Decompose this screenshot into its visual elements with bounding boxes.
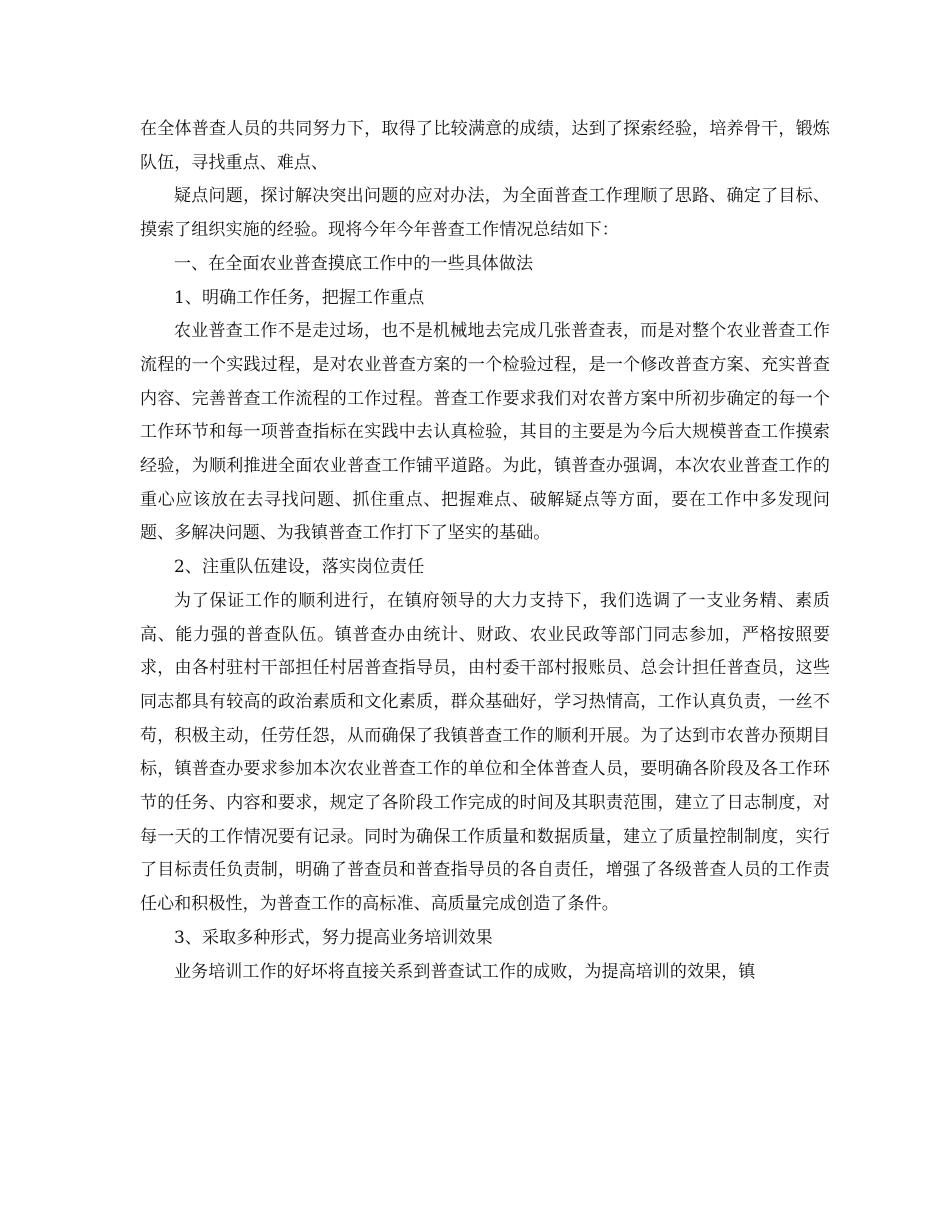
- section-heading: 一、在全面农业普查摸底工作中的一些具体做法: [174, 253, 534, 274]
- paragraph: 为了保证工作的顺利进行，在镇府领导的大力支持下，我们选调了一支业务精、素质高、能力强的普查队伍。镇普查办由统计、财政、农业民政等部门同志参加，严格按照要求，由各村驻村干部担任村居普查指导员，由村委干部村报账员、总会计担任普查员，这些同志都具有较高的政治素质和文化素质，群众基础好，学习热情高，工作认真负责，一丝不苟，积极主动，任劳任怨，从而确保了我镇普查工作的顺利开展。为了达到市农普办预期目标，镇普查办要求参加本次农业普查工作的单位和全体普查人员，要明确各阶段及各工作环节的任务、内容和要求，规定了各阶段工作完成的时间及其职责范围，建立了日志制度，对每一天的工作情况要有记录。同时为确保工作质量和数据质量，建立了质量控制制度，实行了目标责任负责制，明确了普查员和普查指导员的各自责任，增强了各级普查人员的工作责任心和积极性，为普查工作的高标准、高质量完成创造了条件。: [140, 590, 830, 915]
- document-body: [140, 113, 830, 989]
- subsection-heading: 3、采取多种形式，努力提高业务培训效果: [174, 927, 493, 948]
- paragraph: 疑点问题，探讨解决突出问题的应对办法，为全面普查工作理顺了思路、确定了目标、摸索了组织实施的经验。现将今年今年普查工作情况总结如下：: [140, 186, 830, 241]
- paragraph: 农业普查工作不是走过场，也不是机械地去完成几张普查表，而是对整个农业普查工作流程的一个实践过程，是对农业普查方案的一个检验过程，是一个修改普查方案、充实普查内容、完善普查工作流程的工作过程。普查工作要求我们对农普方案中所初步确定的每一个工作环节和每一项普查指标在实践中去认真检验，其目的主要是为今后大规模普查工作摸索经验，为顺利推进全面农业普查工作铺平道路。为此，镇普查办强调，本次农业普查工作的重心应该放在去寻找问题、抓住重点、把握难点、破解疑点等方面，要在工作中多发现问题、多解决问题、为我镇普查工作打下了坚实的基础。: [140, 321, 830, 544]
- paragraph: 业务培训工作的好坏将直接关系到普查试工作的成败，为提高培训的效果，镇: [174, 961, 756, 982]
- subsection-heading: 2、注重队伍建设，落实岗位责任: [174, 557, 425, 578]
- subsection-heading: 1、明确工作任务，把握工作重点: [174, 287, 425, 308]
- paragraph: 在全体普查人员的共同努力下，取得了比较满意的成绩，达到了探索经验，培养骨干，锻炼队伍，寻找重点、难点、: [140, 119, 830, 173]
